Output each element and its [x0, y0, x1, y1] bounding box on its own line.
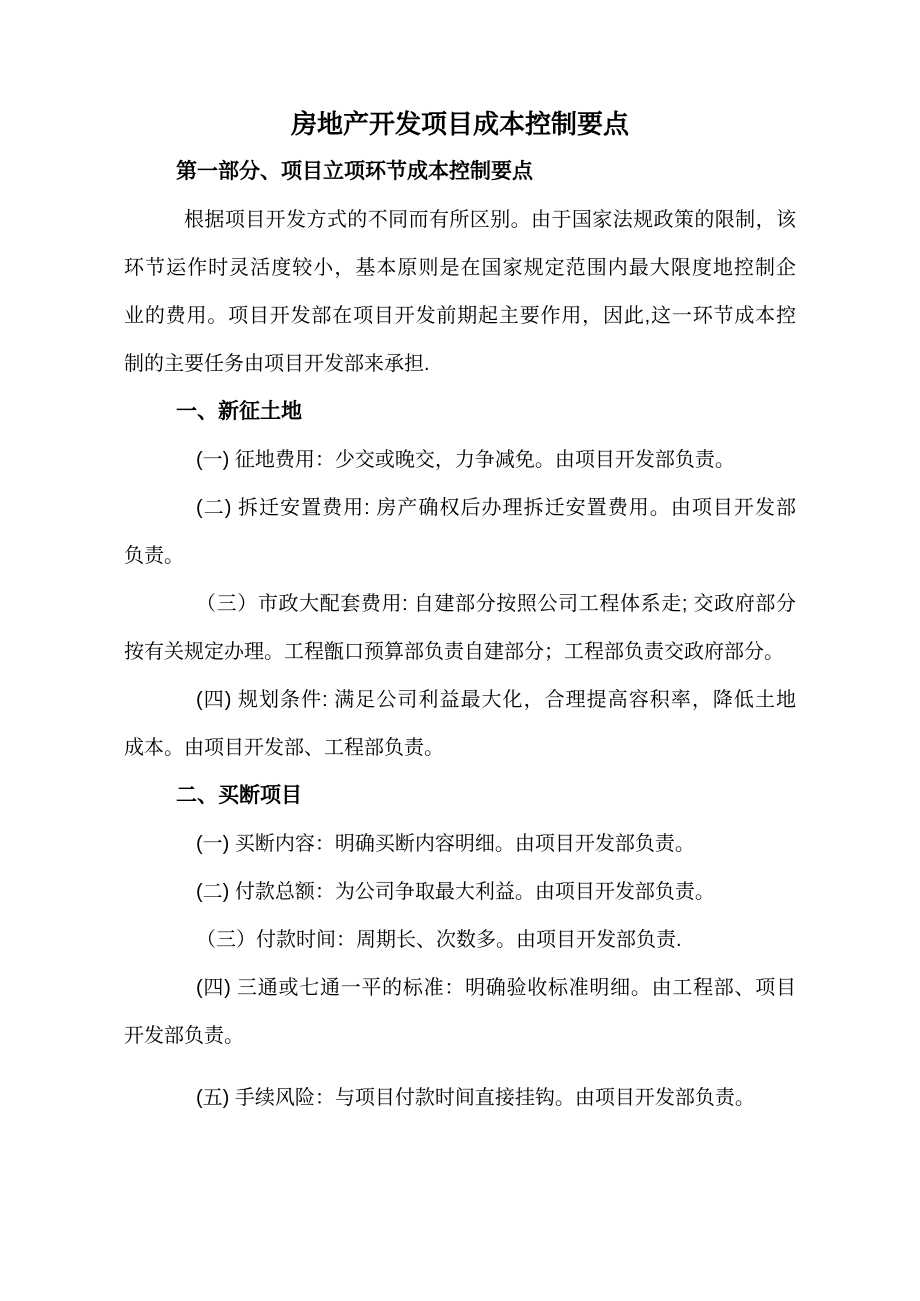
buyout-item-3: （三）付款时间：周期长、次数多。由项目开发部负责. [196, 929, 682, 951]
document-title: 房地产开发项目成本控制要点 [290, 109, 629, 139]
intro-line-4: 制的主要任务由项目开发部来承担. [124, 353, 430, 375]
buyout-item-4-line-2: 开发部负责。 [124, 1025, 244, 1047]
new-land-item-4-line-2: 成本。由项目开发部、工程部负责。 [124, 737, 444, 759]
buyout-item-4-line-1: (四) 三通或七通一平的标准：明确验收标准明细。由工程部、项目 [196, 977, 796, 999]
new-land-item-3-line-2: 按有关规定办理。工程甑口预算部负责自建部分；工程部负责交政府部分。 [124, 641, 784, 663]
new-land-item-2-line-2: 负责。 [124, 545, 184, 567]
new-land-item-4-line-1: (四) 规划条件: 满足公司利益最大化，合理提高容积率，降低土地 [196, 689, 796, 711]
buyout-item-2: (二) 付款总额：为公司争取最大利益。由项目开发部负责。 [196, 881, 715, 903]
intro-line-2: 环节运作时灵活度较小，基本原则是在国家规定范围内最大限度地控制企 [124, 257, 796, 279]
buyout-item-5: (五) 手续风险：与项目付款时间直接挂钩。由项目开发部负责。 [196, 1087, 755, 1109]
new-land-item-3-line-1: （三）市政大配套费用: 自建部分按照公司工程体系走; 交政府部分 [196, 593, 796, 615]
part1-heading: 第一部分、项目立项环节成本控制要点 [176, 160, 533, 183]
section-new-land-heading: 一、新征土地 [176, 400, 302, 423]
buyout-item-1: (一) 买断内容：明确买断内容明细。由项目开发部负责。 [196, 833, 695, 855]
intro-line-3: 业的费用。项目开发部在项目开发前期起主要作用，因此,这一环节成本控 [124, 305, 796, 327]
section-buyout-heading: 二、买断项目 [176, 784, 302, 807]
intro-line-1: 根据项目开发方式的不同而有所区别。由于国家法规政策的限制，该 [184, 209, 796, 231]
new-land-item-2-line-1: (二) 拆迁安置费用: 房产确权后办理拆迁安置费用。由项目开发部 [196, 497, 796, 519]
new-land-item-1: (一) 征地费用：少交或晚交，力争减免。由项目开发部负责。 [196, 449, 735, 471]
